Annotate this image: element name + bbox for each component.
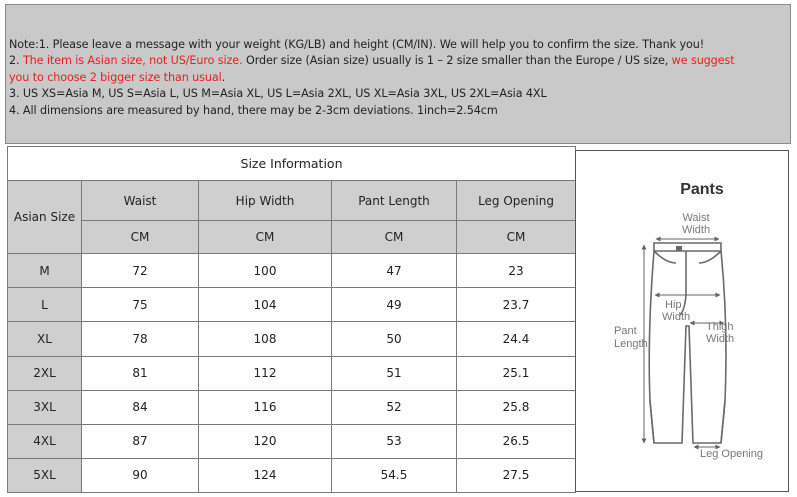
- size-label: 2XL: [8, 356, 82, 390]
- hip-width-value: 112: [199, 356, 332, 390]
- asian-size-header: Asian Size: [8, 181, 82, 254]
- table-row: [8, 424, 576, 458]
- hip-width-value: 108: [199, 322, 332, 356]
- pant-length-value: 53: [332, 424, 457, 458]
- waist-value: 84: [82, 390, 199, 424]
- table-row: [8, 288, 576, 322]
- table-title-row: [8, 147, 576, 181]
- table-row: [8, 390, 576, 424]
- header-hip-width: Hip Width: [199, 181, 332, 221]
- header-waist: Waist: [82, 181, 199, 221]
- table-header-row: [8, 181, 576, 221]
- pant-length-value: 54.5: [332, 458, 457, 492]
- thigh-label-2: Width: [706, 333, 735, 345]
- size-label: M: [8, 254, 82, 288]
- size-label: 3XL: [8, 390, 82, 424]
- note-3-text: 3. US XS=Asia M, US S=Asia L, US M=Asia XL, US L=Asia 2XL, US XL=Asia 3XL, US 2XL=Asia 4XL: [9, 87, 547, 101]
- waist-label-2: Width: [681, 224, 711, 236]
- hip-label-2: Width: [662, 311, 691, 323]
- leg-opening-value: 26.5: [457, 424, 576, 458]
- note-line-2b: [9, 70, 790, 86]
- note-2-period: .: [221, 70, 226, 84]
- table-row: [8, 254, 576, 288]
- hip-width-value: 120: [199, 424, 332, 458]
- pant-length-value: 47: [332, 254, 457, 288]
- note-2-asian-size-warning: The item is Asian size, not US/Euro size.: [22, 54, 243, 68]
- pants-diagram-svg: [576, 151, 788, 491]
- note-line-4: [9, 103, 790, 119]
- waist-value: 75: [82, 288, 199, 322]
- note-2-number: 2.: [9, 54, 23, 68]
- pant-length-value: 52: [332, 390, 457, 424]
- note-2-text: Order size (Asian size) usually is 1 – 2 size smaller than the Europe / US size,: [242, 54, 672, 68]
- size-information-table: [7, 146, 576, 493]
- note-line-2: [9, 53, 790, 69]
- hip-width-value: 116: [199, 390, 332, 424]
- size-label: XL: [8, 322, 82, 356]
- pant-length-value: 50: [332, 322, 457, 356]
- size-label: L: [8, 288, 82, 322]
- leg-opening-label: Leg Opening: [700, 448, 763, 460]
- size-label: 5XL: [8, 458, 82, 492]
- hip-width-value: 124: [199, 458, 332, 492]
- header-leg-opening: Leg Opening: [457, 181, 576, 221]
- note-line-3: [9, 86, 790, 102]
- pant-length-value: 49: [332, 288, 457, 322]
- note-2-bigger-size-text: you to choose 2 bigger size than usual: [9, 70, 222, 84]
- thigh-label: Thigh: [706, 321, 734, 333]
- table-title: Size Information: [8, 147, 576, 181]
- length-label: Pant: [614, 325, 637, 337]
- waist-value: 72: [82, 254, 199, 288]
- size-notes-panel: [5, 4, 791, 144]
- header-pant-length: Pant Length: [332, 181, 457, 221]
- unit-pant-length: CM: [332, 221, 457, 254]
- table-row: [8, 322, 576, 356]
- table-row: [8, 458, 576, 492]
- unit-waist: CM: [82, 221, 199, 254]
- pant-length-value: 51: [332, 356, 457, 390]
- hip-width-value: 104: [199, 288, 332, 322]
- unit-hip-width: CM: [199, 221, 332, 254]
- note-1-text: Note:1. Please leave a message with your weight (KG/LB) and height (CM/IN). We will help you to confirm the size. Thank you!: [9, 38, 705, 51]
- pants-measurement-diagram: [575, 150, 789, 492]
- leg-opening-value: 25.1: [457, 356, 576, 390]
- waist-value: 78: [82, 322, 199, 356]
- leg-opening-value: 24.4: [457, 322, 576, 356]
- size-label: 4XL: [8, 424, 82, 458]
- waist-value: 90: [82, 458, 199, 492]
- table-unit-row: [8, 221, 576, 254]
- unit-leg-opening: CM: [457, 221, 576, 254]
- waist-value: 81: [82, 356, 199, 390]
- table-row: [8, 356, 576, 390]
- waist-label: Waist: [682, 212, 710, 224]
- leg-opening-value: 23.7: [457, 288, 576, 322]
- hip-width-value: 100: [199, 254, 332, 288]
- length-label-2: Length: [614, 338, 648, 350]
- note-4-text: 4. All dimensions are measured by hand, there may be 2-3cm deviations. 1inch=2.54cm: [9, 103, 498, 117]
- note-line-1: [9, 37, 790, 53]
- hip-label: Hip: [665, 299, 682, 311]
- leg-opening-value: 27.5: [457, 458, 576, 492]
- leg-opening-value: 23: [457, 254, 576, 288]
- diagram-title: Pants: [680, 181, 724, 198]
- button-shape: [676, 246, 682, 251]
- leg-opening-value: 25.8: [457, 390, 576, 424]
- note-2-suggest-text: we suggest: [671, 54, 735, 68]
- waist-value: 87: [82, 424, 199, 458]
